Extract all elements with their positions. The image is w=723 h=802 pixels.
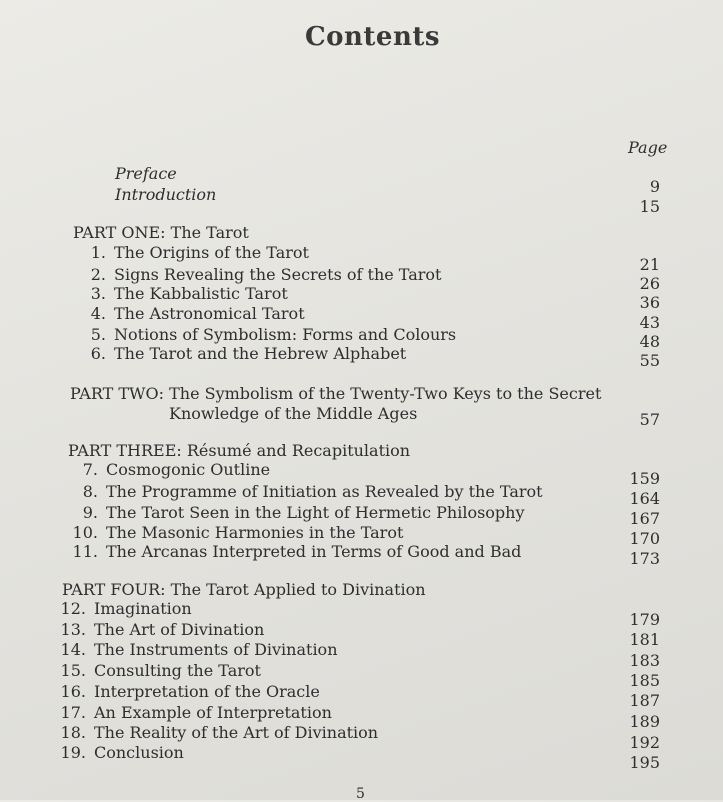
- toc-page-number: 36: [639, 293, 660, 312]
- chapter-number: 3.: [90, 284, 106, 303]
- chapter-title: Consulting the Tarot: [94, 661, 261, 680]
- chapter-title: The Instruments of Divination: [94, 640, 338, 659]
- toc-entry-chapter: [80, 344, 406, 363]
- toc-page-number: 48: [639, 332, 660, 351]
- chapter-number: 10.: [72, 523, 98, 542]
- toc-entry-chapter: [60, 703, 332, 722]
- toc-entry-chapter: [60, 723, 378, 742]
- chapter-number: 12.: [60, 599, 86, 618]
- toc-entry-chapter: [60, 661, 261, 680]
- toc-page-number: 167: [629, 509, 660, 528]
- toc-page-introduction: 15: [639, 197, 660, 216]
- toc-entry-chapter: [72, 542, 521, 561]
- chapter-number: 7.: [82, 460, 98, 479]
- toc-page-number: 159: [629, 469, 660, 488]
- toc-page-number: 170: [629, 529, 660, 548]
- toc-page-part-two: 57: [639, 410, 660, 429]
- toc-page-number: 164: [629, 489, 660, 508]
- toc-entry-chapter: [72, 460, 270, 479]
- toc-page-number: 21: [639, 255, 660, 274]
- chapter-title: The Origins of the Tarot: [114, 243, 309, 262]
- chapter-title: The Kabbalistic Tarot: [114, 284, 288, 303]
- toc-entry-chapter: [72, 482, 543, 501]
- chapter-title: The Tarot Seen in the Light of Hermetic Philosophy: [106, 503, 525, 522]
- toc-entry-chapter: [72, 503, 525, 522]
- toc-entry-chapter: [80, 284, 288, 303]
- toc-entry-chapter: [80, 243, 309, 262]
- chapter-number: 11.: [72, 542, 98, 561]
- toc-entry-chapter: [60, 682, 320, 701]
- toc-page-number: 183: [629, 651, 660, 670]
- toc-page-number: 185: [629, 671, 660, 690]
- toc-entry-chapter: [60, 620, 264, 639]
- chapter-title: Conclusion: [94, 743, 184, 762]
- toc-page-number: 189: [629, 712, 660, 731]
- chapter-number: 1.: [90, 243, 106, 262]
- chapter-title: Cosmogonic Outline: [106, 460, 271, 479]
- toc-page-number: 181: [629, 630, 660, 649]
- chapter-title: The Arcanas Interpreted in Terms of Good and Bad: [106, 542, 522, 561]
- toc-page-number: 179: [629, 610, 660, 629]
- chapter-number: 6.: [90, 344, 106, 363]
- toc-entry-chapter: [60, 599, 192, 618]
- chapter-number: 15.: [60, 661, 86, 680]
- chapter-number: 9.: [82, 503, 98, 522]
- toc-page-number: 173: [629, 549, 660, 568]
- toc-entry-chapter: [80, 304, 305, 323]
- chapter-title: Signs Revealing the Secrets of the Tarot: [114, 265, 442, 284]
- part-heading-two: PART TWO: The Symbolism of the Twenty-Two Keys to the Secret: [70, 384, 602, 403]
- toc-page-preface: 9: [649, 177, 660, 196]
- part-heading-one: PART ONE: The Tarot: [73, 223, 249, 242]
- toc-page-number: 187: [629, 691, 660, 710]
- toc-entry-chapter: [72, 523, 403, 542]
- chapter-title: The Masonic Harmonies in the Tarot: [106, 523, 404, 542]
- chapter-number: 4.: [90, 304, 106, 323]
- toc-entry-chapter: [60, 743, 184, 762]
- chapter-number: 5.: [90, 325, 106, 344]
- chapter-title: The Art of Divination: [94, 620, 265, 639]
- page-column-label: Page: [628, 138, 668, 157]
- chapter-title: Interpretation of the Oracle: [94, 682, 320, 701]
- toc-entry-preface: Preface: [115, 164, 177, 183]
- part-heading-three: PART THREE: Résumé and Recapitulation: [68, 441, 411, 460]
- toc-page-number: 26: [639, 274, 660, 293]
- toc-entry-chapter: [80, 265, 441, 284]
- toc-entry-chapter: [80, 325, 456, 344]
- part-heading-four: PART FOUR: The Tarot Applied to Divination: [62, 580, 426, 599]
- toc-page-number: 192: [629, 733, 660, 752]
- toc-page-number: 55: [639, 351, 660, 370]
- chapter-number: 17.: [60, 703, 86, 722]
- chapter-title: The Programme of Initiation as Revealed by the Tarot: [106, 482, 543, 501]
- chapter-number: 16.: [60, 682, 86, 701]
- chapter-title: The Reality of the Art of Divination: [94, 723, 379, 742]
- chapter-number: 13.: [60, 620, 86, 639]
- toc-entry-introduction: Introduction: [115, 185, 217, 204]
- toc-page-number: 43: [639, 313, 660, 332]
- chapter-number: 14.: [60, 640, 86, 659]
- toc-page-number: 195: [629, 753, 660, 772]
- footer-page-number: 5: [356, 786, 365, 802]
- chapter-number: 8.: [82, 482, 98, 501]
- chapter-number: 2.: [90, 265, 106, 284]
- chapter-number: 19.: [60, 743, 86, 762]
- toc-entry-chapter: [60, 640, 338, 659]
- chapter-title: Notions of Symbolism: Forms and Colours: [114, 325, 457, 344]
- chapter-title: The Astronomical Tarot: [114, 304, 305, 323]
- part-heading-two-continued: Knowledge of the Middle Ages: [169, 404, 418, 423]
- page-title: Contents: [304, 22, 441, 52]
- chapter-title: An Example of Interpretation: [94, 703, 332, 722]
- chapter-title: Imagination: [94, 599, 192, 618]
- chapter-number: 18.: [60, 723, 86, 742]
- chapter-title: The Tarot and the Hebrew Alphabet: [114, 344, 407, 363]
